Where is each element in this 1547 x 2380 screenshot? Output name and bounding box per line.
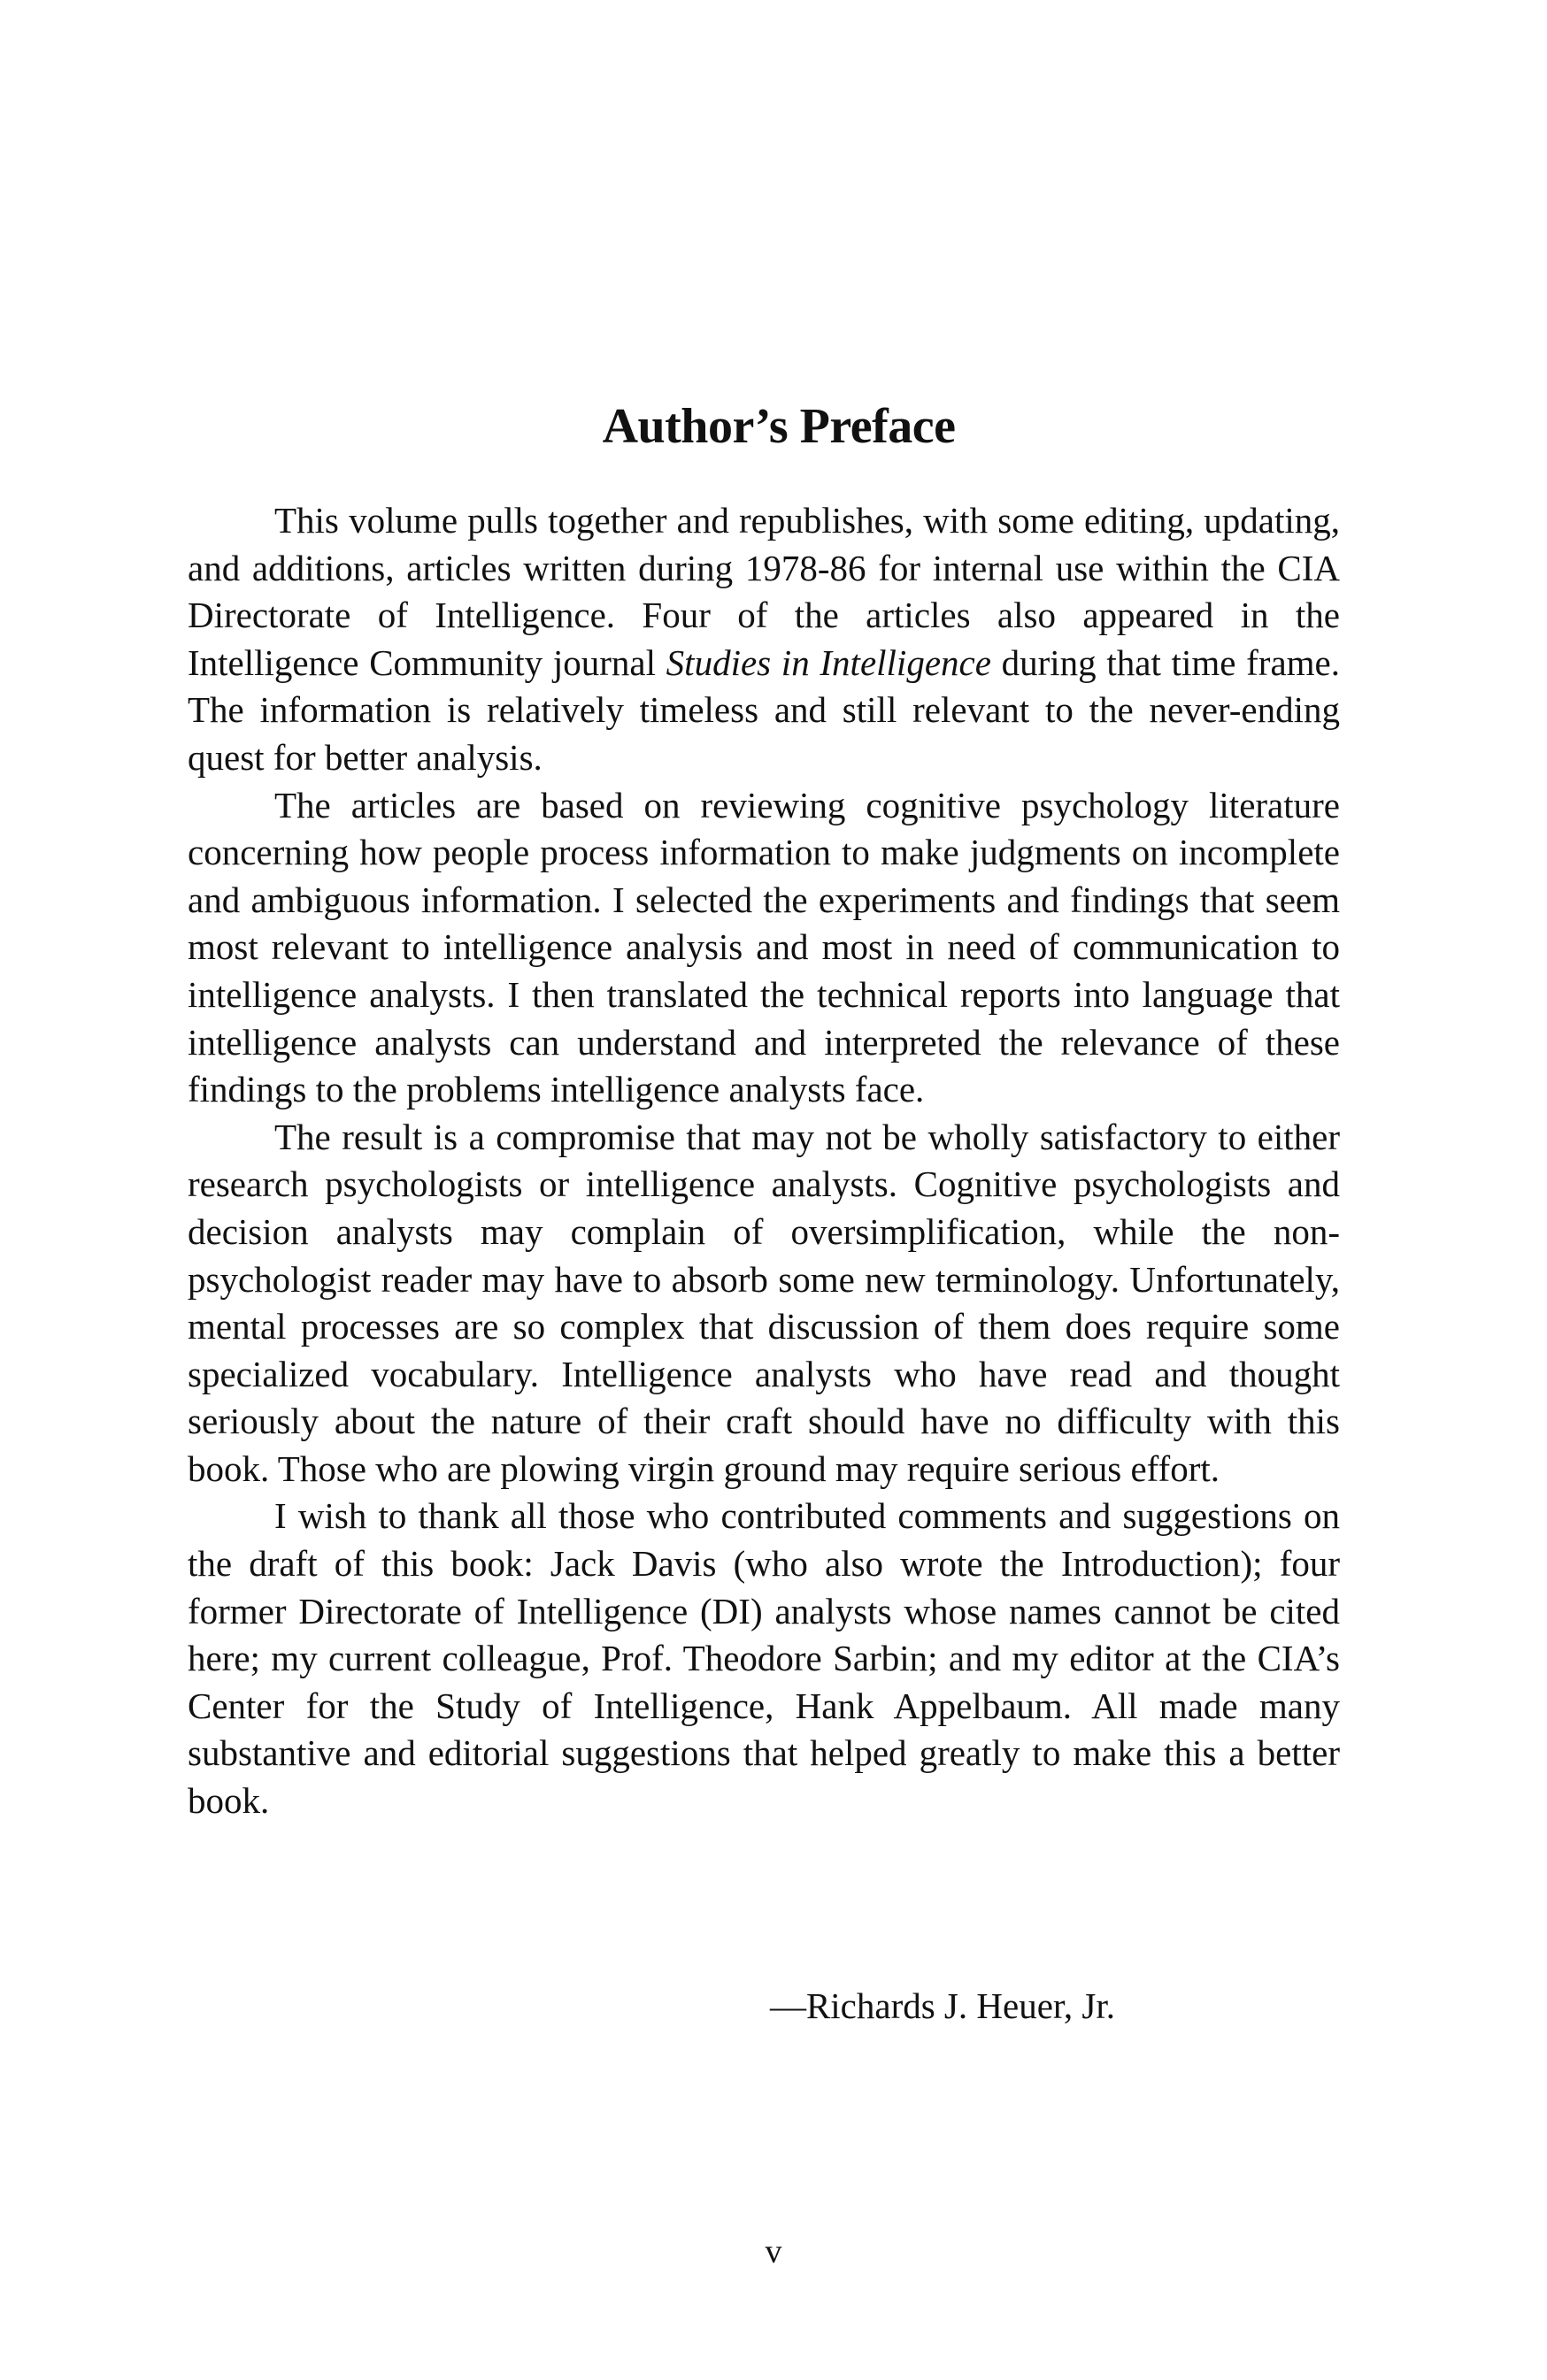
paragraph-1: [188, 497, 1340, 782]
page-title: Author’s Preface: [602, 399, 956, 454]
author-signature: —Richards J. Heuer, Jr.: [769, 1985, 1115, 2026]
paragraph-4: I wish to thank all those who contributed comments and suggestions on the draft of this book: Jack Davis (who also wrote the Introduction); four former Directorate of Intelligence (DI) analysts whose names cannot be cited here; my current colleague, Prof. Theodore Sarbin; and my editor at the CIA’s Center for the Study of Intelligence, Hank Appelbaum. All made many substantive and editorial suggestions that helped greatly to make this a better book.: [188, 1495, 1340, 1822]
journal-title: Studies in Intelligence: [666, 641, 991, 683]
preface-body: [188, 497, 1340, 1825]
paragraph-2: The articles are based on reviewing cognitive psychology literature concerning how people process information to make judgments on incomplete and ambiguous information. I selected the experiments and findings that seem most relevant to intelligence analysis and most in need of communication to intelligence analysts. I then translated the technical reports into language that intelligence analysts can understand and interpreted the relevance of these findings to the problems intelligence analysts face.: [188, 784, 1340, 1110]
paragraph-1-text-start: This volume pulls together and republishes, with some editing, updating, and additions, articles written during 1978-86 for internal use within the CIA Directorate of Intelligence. Four of the articles also appeared in the Intelligence Community journal: [188, 500, 1340, 683]
paragraph-1-text-end: during that time frame. The information is relatively timeless and still relevant to the never-ending quest for better analysis.: [188, 641, 1340, 778]
page-number: v: [765, 2233, 782, 2270]
paragraph-3: The result is a compromise that may not be wholly satisfactory to either research psychologists or intelligence analysts. Cognitive psychologists and decision analysts may complain of oversimplification, while the non-psychologist reader may have to absorb some new terminology. Unfortunately, mental processes are so complex that discussion of them does require some specialized vocabulary. Intelligence analysts who have read and thought seriously about the nature of their craft should have no difficulty with this book. Those who are plowing virgin ground may require serious effort.: [188, 1116, 1340, 1489]
